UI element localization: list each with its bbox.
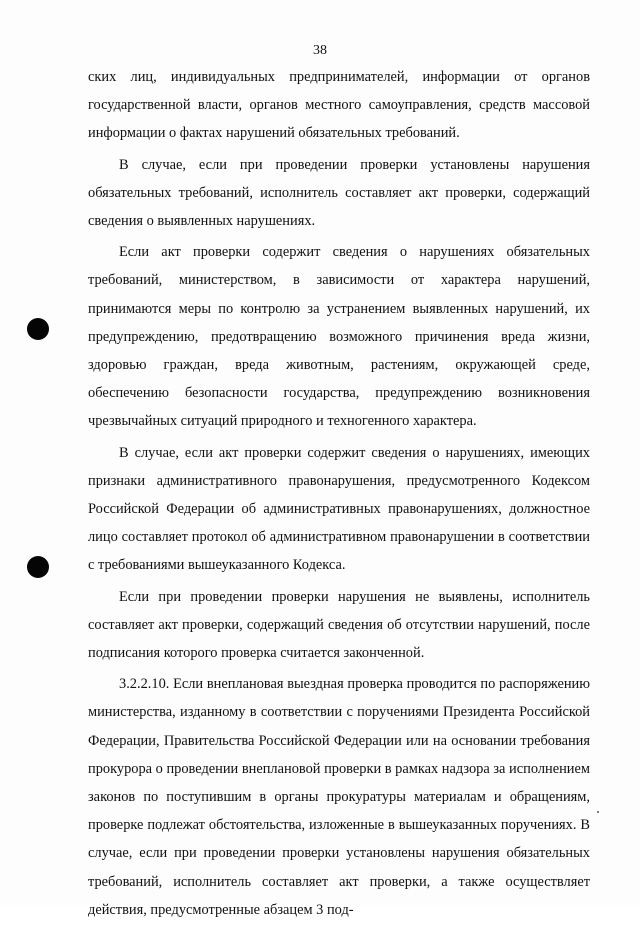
page-number: 38 bbox=[313, 43, 327, 58]
paragraph: Если при проведении проверки нарушения не выявлены, исполнитель составляет акт проверки, содержащий сведения об отсутствии нарушений, после подписания которого проверка считается законченной. bbox=[88, 588, 590, 662]
document-body bbox=[88, 63, 590, 927]
paragraph-section-3-2-2-10: 3.2.2.10. Если внеплановая выездная проверка проводится по распоряжению министерства, изданному в соответствии с поручениями Президента Российской Федерации, Правительства Российской Федерации или на основании требования прокурора о проведении внеплановой проверки в рамках надзора за исполнением законов по поступившим в органы прокуратуры материалам и обращениям, проверке подлежат обстоятельства, изложенные в вышеуказанных поручениях. В случае, если при проведении проверки установлены нарушения обязательных требований, исполнитель составляет акт проверки, а также осуществляет действия, предусмотренные абзацем 3 под- bbox=[88, 676, 590, 918]
punch-hole-mark bbox=[27, 556, 49, 578]
paragraph-continuation: ских лиц, индивидуальных предпринимателей, информации от органов государственной власти, органов местного самоуправления, средств массовой информации о фактах нарушений обязательных требований. bbox=[88, 69, 590, 142]
paragraph: Если акт проверки содержит сведения о нарушениях обязательных требований, министерством, в зависимости от характера нарушений, принимаются меры по контролю за устранением выявленных нарушений, их предупреждению, предотвращению возможного причинения вреда жизни, здоровью граждан, вреда животным, растениям, окружающей среде, обеспечению безопасности государства, предупреждению возникновения чрезвычайных ситуаций природного и техногенного характера. bbox=[88, 244, 590, 430]
paragraph: В случае, если при проведении проверки установлены нарушения обязательных требований, исполнитель составляет акт проверки, содержащий сведения о выявленных нарушениях. bbox=[88, 156, 590, 230]
punch-hole-mark bbox=[27, 318, 49, 340]
scan-speck bbox=[597, 811, 599, 813]
paragraph: В случае, если акт проверки содержит сведения о нарушениях, имеющих признаки административного правонарушения, предусмотренного Кодексом Российской Федерации об административных правонарушениях, должностное лицо составляет протокол об административном правонарушении в соответствии с требованиями вышеуказанного Кодекса. bbox=[88, 444, 590, 574]
